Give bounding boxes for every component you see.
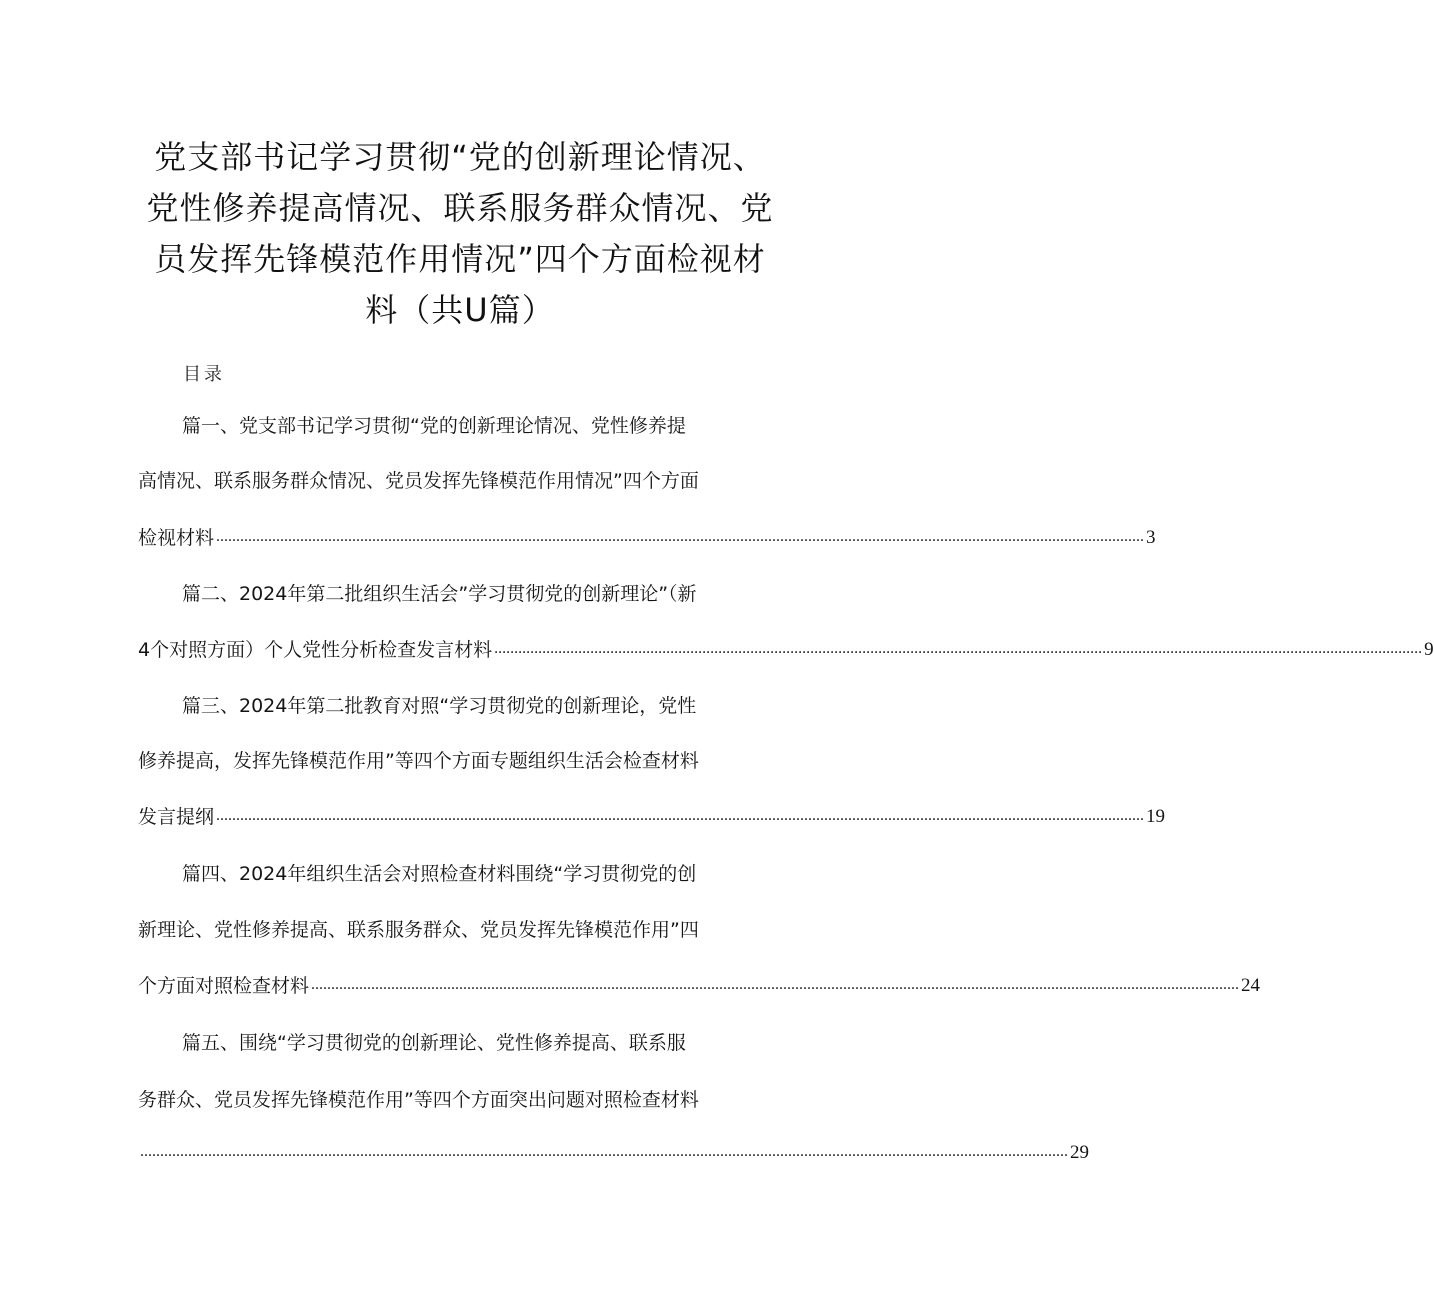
toc-page-number: 19 [1146, 806, 1166, 827]
toc-entry-line: 高情况、联系服务群众情况、党员发挥先锋模范作用情况”四个方面 [138, 470, 699, 492]
toc-leader-row [138, 972, 1261, 1000]
title-line: 党性修养提高情况、联系服务群众情况、党 [146, 189, 774, 227]
toc-entry-line: 篇五、围绕“学习贯彻党的创新理论、党性修养提高、联系服 [182, 1032, 686, 1054]
leader-dots: ........................................................................................................................................................................................................................................ [494, 640, 1423, 657]
toc-page-number: 3 [1146, 527, 1156, 548]
toc-page-number: 29 [1070, 1142, 1089, 1163]
leader-dots: ........................................................................................................................................................................................................................................ [216, 528, 1145, 545]
toc-page-number: 24 [1241, 975, 1261, 996]
toc-entry-line: 4个对照方面）个人党性分析检查发言材料 [138, 639, 493, 661]
toc-entry-line: 篇三、2024年第二批教育对照“学习贯彻党的创新理论，党性 [182, 695, 697, 717]
leader-dots: ........................................................................................................................................................................................................................................ [311, 976, 1240, 993]
toc-entry-line: 检视材料 [138, 527, 215, 549]
leader-dots: ........................................................................................................................................................................................................................................ [140, 1143, 1068, 1160]
toc-entry-line: 修养提高，发挥先锋模范作用”等四个方面专题组织生活会检查材料 [138, 750, 699, 772]
toc-leader-row [138, 1139, 1089, 1167]
toc-page-number: 9 [1424, 639, 1434, 660]
toc-leader-row [138, 636, 1434, 664]
toc-leader-row [138, 803, 1166, 831]
toc-entry-line: 篇二、2024年第二批组织生活会”学习贯彻党的创新理论”（新 [182, 583, 697, 605]
toc-entry-line: 篇一、党支部书记学习贯彻“党的创新理论情况、党性修养提 [182, 415, 686, 437]
title-line: 党支部书记学习贯彻“党的创新理论情况、 [154, 138, 766, 176]
toc-entry-line: 新理论、党性修养提高、联系服务群众、党员发挥先锋模范作用”四 [138, 919, 699, 941]
toc-entry-line: 个方面对照检查材料 [138, 975, 310, 997]
document-title [110, 132, 810, 336]
toc-entry-line: 务群众、党员发挥先锋模范作用”等四个方面突出问题对照检查材料 [138, 1089, 699, 1111]
toc-leader-row [138, 524, 1156, 552]
toc-entry-line: 发言提纲 [138, 806, 215, 828]
leader-dots: ........................................................................................................................................................................................................................................ [216, 807, 1145, 824]
title-line: 员发挥先锋模范作用情况”四个方面检视材 [154, 240, 766, 278]
toc-entry-line: 篇四、2024年组织生活会对照检查材料围绕“学习贯彻党的创 [182, 863, 697, 885]
toc-heading: 目录 [183, 364, 225, 385]
title-line: 料（共U篇） [365, 291, 555, 329]
